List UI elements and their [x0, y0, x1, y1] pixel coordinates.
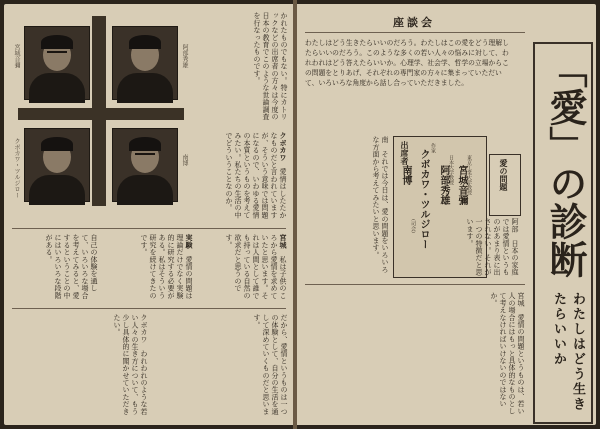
- speech-text: 私は子供のころから愛情を求めていたと思います。それは人間として誰でも持っている自然の欲求だと思うのです。: [225, 234, 287, 299]
- article-title-banner: [533, 42, 593, 424]
- attendees-heading: 出席者: [400, 141, 410, 165]
- portrait-photo: [112, 128, 178, 202]
- attendee-name: 阿部秀雄: [438, 165, 449, 205]
- body-text: クボカワ われわれのような若い人々の生き方について、もう少し具体的に聞かせていただきたい。: [113, 314, 148, 415]
- dialogue-block: [190, 132, 288, 222]
- portrait-photo: [24, 26, 90, 100]
- attendee-role: 日本大学教授: [448, 155, 454, 185]
- article-subtitle: わたしはどう生きたらいいか: [551, 292, 585, 412]
- body-text: かれたものでもない。特にカトリックなどの出席者の方々は今度の日本の教育でこのような世論調査を行なったものです。: [253, 12, 288, 120]
- attendee-role: (司会): [410, 219, 416, 233]
- photo-caption: 宮城音彌: [13, 44, 20, 68]
- photo-caption: クボカワ・ツルジロー: [13, 138, 20, 198]
- portrait-photo: [112, 26, 178, 100]
- attendee-name: 南博: [400, 165, 411, 185]
- photo-caption: 南博: [181, 154, 188, 166]
- attendee-name: 宮城音彌: [456, 165, 467, 205]
- body-text: 宮城 愛情の問題というものは、若い人の場合にはもっと具体的なものとして考えなければいけないのではないか。: [490, 292, 525, 415]
- column-divider: [12, 308, 286, 309]
- left-page: [4, 4, 293, 425]
- column-divider: [305, 284, 525, 285]
- speaker-name: 実験: [185, 234, 194, 249]
- lead-paragraph: わたしはどう生きたらいいのだろう。わたしはこの愛をどう理解したらいいのだろう。このような多くの若い人々の悩みに対して、われわれはどう答えたらいいか。心理学、社会学、哲学の立場からこの問題をとりあげ、それぞれの専門家の方々に集まっていただいて、いろいろな角度から話し合っていただきました。: [305, 39, 509, 87]
- decorative-cross-bar: [18, 108, 184, 120]
- speech-text: 愛情の問題は理論だけでなく実験的に研究する必要がある。私はそういう研究を続けてきたのです。: [140, 234, 193, 299]
- attendee-name: クボカワ・ツルジロー: [418, 149, 429, 249]
- column-title: 座談会: [393, 16, 435, 29]
- section-tag-label: 愛の問題: [499, 159, 509, 191]
- attendee-role: 東京工業大学教授: [466, 155, 472, 195]
- photo-caption: 阿部秀雄: [181, 44, 188, 68]
- right-page: [297, 4, 596, 425]
- body-text: だから、愛情というものは一つの体験として、自分の生活を通して深めていくものだと思います。: [253, 314, 288, 415]
- body-text: 阿部 日本の家庭では愛情というものがあまり表に出されない。それが一つの特徴だと思います。: [466, 218, 519, 276]
- column-divider: [12, 228, 286, 229]
- speech-text: 愛情はしたたかなものだと言われていますが、そういう意味では問題になるので、いわゆる愛情の本質というものを考えてみたい。私たちの生活の中でどういうことなのか。: [225, 132, 287, 219]
- dialogue-block: [200, 234, 288, 304]
- speaker-name: クボカワ: [279, 132, 288, 161]
- speaker-name: 宮城: [279, 234, 288, 249]
- attendees-box: [393, 136, 487, 278]
- section-tag: [489, 154, 521, 216]
- column-divider: [305, 32, 525, 33]
- body-text: 南 それでは今日は、愛の問題をいろいろな方面から考えてみたいと思います。: [372, 136, 389, 273]
- attendee-role: 作家: [430, 143, 436, 153]
- body-text: 自己の体験を通して、いろいろな場合を考えてみると、愛するということの中にはいろいろな段階がある。: [45, 234, 98, 299]
- dialogue-block: [104, 234, 194, 304]
- portrait-photo: [24, 128, 90, 202]
- article-title: 「愛」の診断: [543, 50, 588, 278]
